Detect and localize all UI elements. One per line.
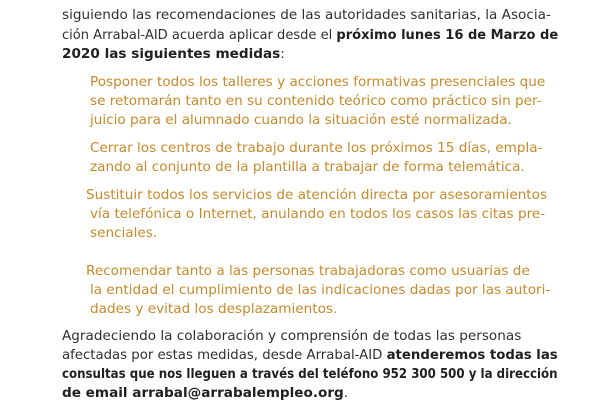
closing-line-3: consultas que nos lleguen a través del teléfono 952 300 500 y la dirección: [62, 366, 558, 382]
measure-1-line-1: Posponer todos los talleres y acciones formativas presenciales que: [90, 74, 546, 90]
closing-bold: atenderemos todas las: [386, 347, 558, 363]
measure-4-line-1: Recomendar tanto a las personas trabajadoras como usuarias de: [86, 263, 530, 279]
intro-text: siguiendo las recomendaciones de las autoridades sanitarias, la Asocia-: [62, 7, 551, 23]
closing-text: afectadas por estas medidas, desde Arrabal-AID: [62, 347, 387, 363]
closing-text: .: [343, 385, 349, 401]
closing-line-4: [62, 384, 348, 402]
measure-2-line-1: Cerrar los centros de trabajo durante los próximos 15 días, empla-: [90, 140, 543, 156]
measure-3-line-1: Sustituir todos los servicios de atención directa por asesoramientos: [86, 187, 548, 203]
measure-3-line-2: vía telefónica o Internet, anulando en todos los casos las citas pre-: [90, 206, 546, 222]
intro-line-2: [62, 26, 558, 44]
closing-line-2: [62, 346, 558, 364]
measure-4-line-2: la entidad el cumplimiento de las indicaciones dadas por las autori-: [90, 282, 551, 298]
intro-line-3: [62, 45, 285, 63]
measure-4-line-3: dades y evitad los desplazamientos.: [90, 301, 338, 317]
measure-1-line-3: juicio para el alumnado cuando la situación esté normalizada.: [90, 112, 512, 128]
closing-line-1: Agradeciendo la colaboración y comprensión de todas las personas: [62, 328, 522, 344]
measure-2-line-2: zando al conjunto de la plantilla a trabajar de forma telemática.: [90, 159, 525, 175]
closing-email-bold: de email arrabal@arrabalempleo.org: [62, 385, 344, 401]
measure-1-line-2: se retomarán tanto en su contenido teórico como práctico sin per-: [90, 93, 542, 109]
intro-line-1: [62, 6, 551, 24]
intro-text: :: [280, 46, 285, 62]
measure-3-line-3: senciales.: [90, 225, 158, 241]
intro-text: ción Arrabal-AID acuerda aplicar desde el: [62, 27, 337, 43]
intro-measures-bold: 2020 las siguientes medidas: [62, 46, 281, 62]
intro-date-bold: próximo lunes 16 de Marzo de: [336, 27, 559, 43]
